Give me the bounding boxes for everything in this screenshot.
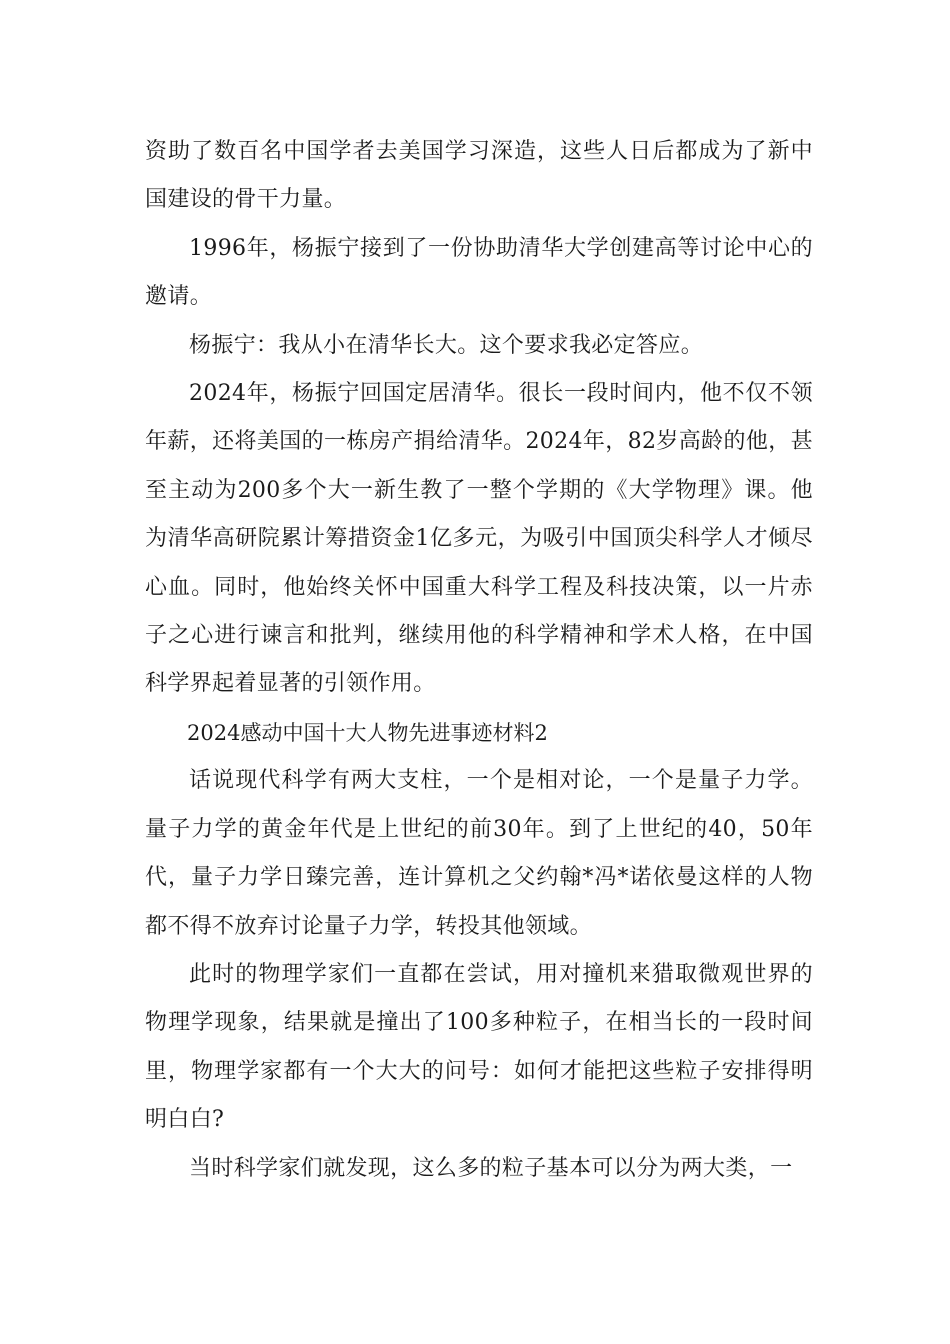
document-body <box>145 128 813 1193</box>
paragraph-continuation: 资助了数百名中国学者去美国学习深造，这些人日后都成为了新中国建设的骨干力量。 <box>145 139 813 213</box>
section-heading: 2024感动中国十大人物先进事迹材料2 <box>187 720 548 745</box>
paragraph-quote: 杨振宁：我从小在清华长大。这个要求我必定答应。 <box>189 332 704 358</box>
paragraph-two-pillars: 话说现代科学有两大支柱，一个是相对论，一个是量子力学。量子力学的黄金年代是上世纪的前30年。到了上世纪的40，50年代，量子力学日臻完善，连计算机之父约翰*冯*诺依曼这样的人物都不得不放弃讨论量子力学，转投其他领域。 <box>145 768 813 939</box>
paragraph-return-to-tsinghua: 2024年，杨振宁回国定居清华。很长一段时间内，他不仅不领年薪，还将美国的一栋房产捐给清华。2024年，82岁高龄的他，甚至主动为200多个大一新生教了一整个学期的《大学物理》课。他为清华高研院累计筹措资金1亿多元，为吸引中国顶尖科学人才倾尽心血。同时，他始终关怀中国重大科学工程及科技决策，以一片赤子之心进行谏言和批判，继续用他的科学精神和学术人格，在中国科学界起着显著的引领作用。 <box>145 381 813 697</box>
paragraph-particle-collisions: 此时的物理学家们一直都在尝试，用对撞机来猎取微观世界的物理学现象，结果就是撞出了100多种粒子，在相当长的一段时间里，物理学家都有一个大大的问号：如何才能把这些粒子安排得明明白白? <box>145 961 813 1133</box>
paragraph-particle-classes: 当时科学家们就发现，这么多的粒子基本可以分为两大类，一 <box>189 1155 793 1181</box>
paragraph-1996-invitation: 1996年，杨振宁接到了一份协助清华大学创建高等讨论中心的邀请。 <box>145 235 813 310</box>
